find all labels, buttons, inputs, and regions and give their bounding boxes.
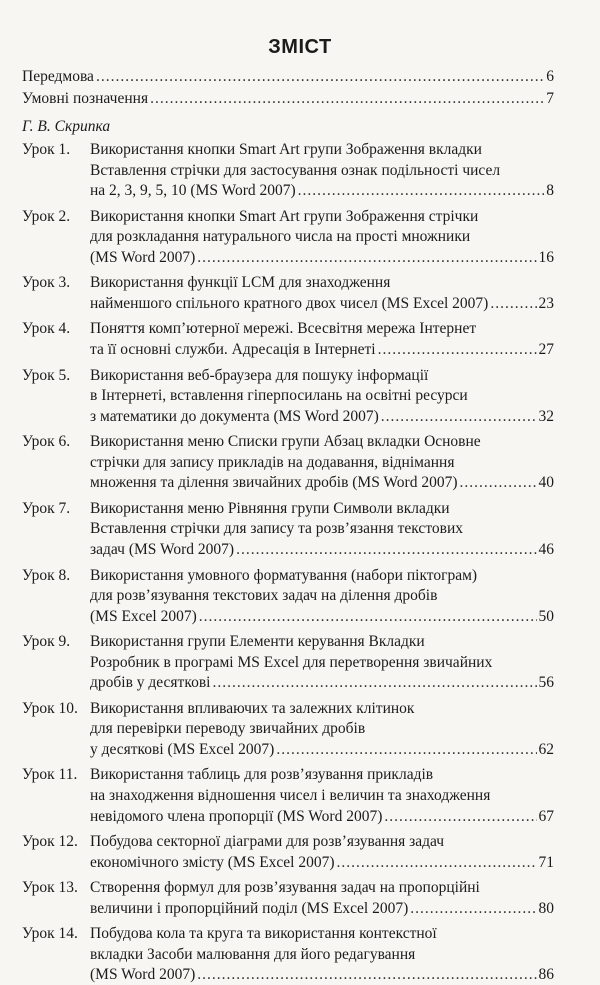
lesson-title-line: Використання меню Рівняння групи Символи вкладки [90,499,450,517]
lesson-title-line: Використання веб-браузера для пошуку інформації [90,366,429,384]
lesson-page-number: 50 [538,607,554,625]
lesson-title-last-line [90,899,554,919]
lesson-page-number: 16 [538,248,554,266]
author-heading: Г. В. Скрипка [22,118,111,135]
lesson-title-text: величини і пропорційний поділ (MS Excel 2007) [90,899,409,917]
lesson-title-line: Використання функції LCM для знаходження [90,274,391,292]
lesson-number: Урок 11. [22,766,78,784]
lesson-number: Урок 9. [22,633,71,651]
leader-dots [337,853,537,873]
lesson-title-text: з математики до документа (MS Word 2007) [90,407,379,425]
lesson-page-number: 40 [538,474,554,492]
lesson-title-line: Побудова кола та круга та використання контекстної [90,925,437,943]
lesson-title-text: у десяткові (MS Excel 2007) [90,740,275,758]
lesson-title-line: Вставлення стрічки для застосування ознак подільності чисел [90,161,501,179]
lesson-title-line: Використання таблиць для розв’язування прикладів [90,766,434,784]
lesson-number: Урок 12. [22,833,78,850]
lesson-title-line: для розкладання натурального числа на прості множники [90,228,471,246]
lesson-number: Урок 4. [22,320,71,338]
lesson-title-line: Використання кнопки Smart Art групи Зображення стрічки [90,207,479,225]
lesson-number: Урок 10. [22,699,78,717]
lesson-title-last-line [90,607,554,627]
lesson-title-line: на знаходження відношення чисел і величин та знаходження [90,786,491,804]
leader-dots [197,965,536,985]
leader-dots [384,807,536,827]
lesson-page-number: 8 [546,182,554,200]
toc-entry-foreword [22,67,554,87]
lesson-title-text: (MS Word 2007) [90,248,196,266]
lesson-page-number: 23 [538,294,554,312]
lesson-title-line: в Інтернеті, вставлення гіперпосилань на освітні ресурси [90,387,468,405]
lesson-title-text: на 2, 3, 9, 5, 10 (MS Word 2007) [90,182,296,200]
leader-dots [199,607,537,627]
leader-dots [236,540,536,560]
lesson-title-line: для перевірки переводу звичайних дробів [90,720,366,738]
lesson-title-last-line [90,340,554,360]
lesson-title-text: найменшого спільного кратного двох чисел (MS Excel 2007) [90,294,489,312]
toc-entry-legend [22,89,554,109]
lesson-title-line: Вставлення стрічки для запису та розв’язання текстових [90,520,463,538]
leader-dots [378,340,537,360]
leader-dots [490,294,536,314]
lesson-title-line: стрічки для запису прикладів на додавання, віднімання [90,453,455,471]
lesson-title-last-line [90,294,554,314]
lesson-title-last-line [90,740,554,760]
lesson-page-number: 71 [538,853,554,871]
lesson-title-last-line [90,965,554,985]
entry-label: Передмова [22,68,94,85]
page-title: ЗМІСТ [268,36,332,58]
lesson-title-text: та її основні служби. Адресація в Інтернеті [90,341,376,358]
lesson-page-number: 32 [538,407,554,425]
lesson-title-last-line [90,807,554,827]
lesson-page-number: 56 [538,674,554,692]
lesson-title-line: Використання кнопки Smart Art групи Зображення вкладки [90,141,482,158]
lesson-title-text: (MS Excel 2007) [90,607,197,625]
lesson-page-number: 62 [538,740,554,758]
lesson-title-text: економічного змісту (MS Excel 2007) [90,853,335,871]
entry-label: Умовні позначення [22,90,149,107]
lesson-title-line: Використання умовного форматування (набори піктограм) [90,566,478,584]
lesson-title-text: невідомого члена пропорції (MS Word 2007) [90,807,383,825]
lesson-number: Урок 8. [22,566,71,584]
lesson-page-number: 46 [538,540,554,558]
lesson-title-line: Використання меню Списки групи Абзац вкладки Основне [90,433,481,451]
entry-page: 6 [546,68,554,85]
lesson-page-number: 86 [538,966,554,984]
lesson-number: Урок 2. [22,207,71,225]
leader-dots [381,407,537,427]
leader-dots [197,248,536,268]
lesson-title-last-line [90,473,554,493]
lesson-title-last-line [90,181,554,201]
leader-dots [460,473,537,493]
lesson-number: Урок 3. [22,274,71,292]
lesson-title-last-line [90,407,554,427]
lesson-number: Урок 13. [22,879,78,897]
leader-dots [212,673,536,693]
lesson-title-last-line [90,540,554,560]
lesson-title-text: дробів у десяткові [90,674,211,692]
lesson-title-text: (MS Word 2007) [90,966,196,984]
lesson-number: Урок 5. [22,366,71,384]
lesson-page-number: 67 [538,807,554,825]
leader-dots [150,89,544,109]
lesson-number: Урок 1. [22,141,71,158]
lesson-page-number: 80 [538,899,554,917]
lesson-number: Урок 14. [22,925,78,943]
entry-page: 7 [546,90,554,107]
lesson-title-last-line [90,673,554,693]
lesson-title-line: Створення формул для розв’язування задач на пропорційні [90,879,480,897]
lesson-title-text: множення та ділення звичайних дробів (MS Word 2007) [90,474,458,492]
lesson-title-line: вкладки Засоби малювання для його редагування [90,945,416,963]
lesson-title-line: Розробник в програмі MS Excel для перетворення звичайних [90,653,493,671]
lesson-number: Урок 6. [22,433,71,451]
lesson-title-last-line [90,248,554,268]
leader-dots [96,67,544,87]
lesson-title-line: для розв’язування текстових задач на ділення дробів [90,587,438,604]
lesson-title-line: Побудова секторної діаграми для розв’язування задач [90,833,445,850]
leader-dots [410,899,536,919]
leader-dots [276,740,536,760]
lesson-title-text: задач (MS Word 2007) [90,540,235,558]
leader-dots [298,181,545,201]
lesson-number: Урок 7. [22,499,71,517]
lesson-title-line: Поняття комп’ютерної мережі. Всесвітня мережа Інтернет [90,320,477,338]
lesson-title-last-line [90,853,554,873]
lesson-page-number: 27 [538,341,554,358]
lesson-title-line: Використання групи Елементи керування Вкладки [90,633,425,651]
lesson-title-line: Використання впливаючих та залежних клітинок [90,699,415,717]
